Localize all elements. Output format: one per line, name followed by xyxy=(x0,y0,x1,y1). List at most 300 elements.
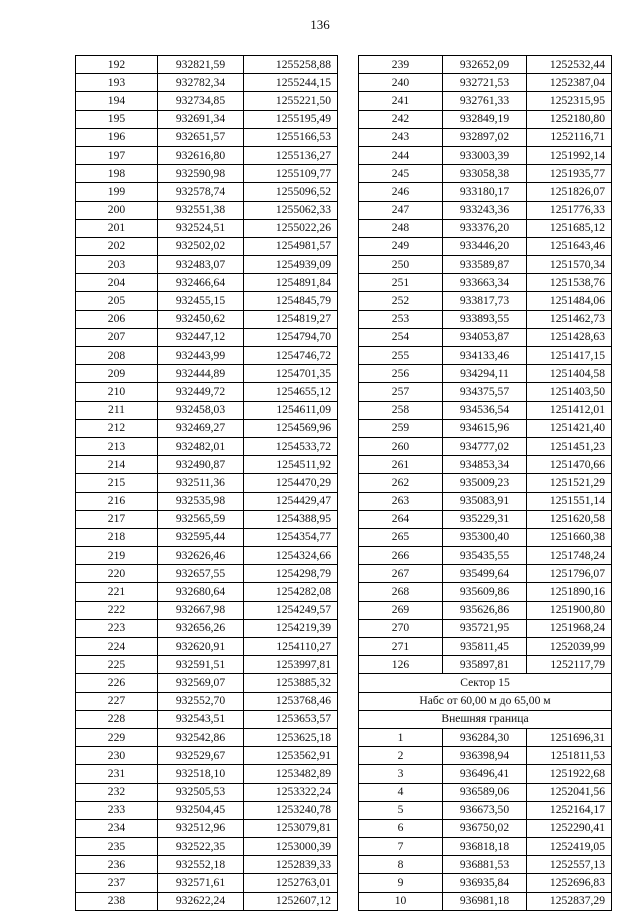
y-coordinate: 1254891,84 xyxy=(244,274,338,292)
point-number: 216 xyxy=(76,492,158,510)
x-coordinate: 936284,30 xyxy=(443,728,527,746)
y-coordinate: 1255244,15 xyxy=(244,74,338,92)
x-coordinate: 932502,02 xyxy=(158,237,244,255)
x-coordinate: 932490,87 xyxy=(158,456,244,474)
x-coordinate: 932551,38 xyxy=(158,201,244,219)
table-row xyxy=(359,401,612,419)
table-row xyxy=(359,274,612,292)
point-number: 220 xyxy=(76,565,158,583)
x-coordinate: 932761,33 xyxy=(443,92,527,110)
y-coordinate: 1251451,23 xyxy=(527,437,612,455)
x-coordinate: 932504,45 xyxy=(158,801,244,819)
x-coordinate: 932512,96 xyxy=(158,819,244,837)
y-coordinate: 1253625,18 xyxy=(244,728,338,746)
x-coordinate: 932447,12 xyxy=(158,328,244,346)
y-coordinate: 1252763,01 xyxy=(244,874,338,892)
table-row xyxy=(76,74,338,92)
point-number: 210 xyxy=(76,383,158,401)
y-coordinate: 1251538,76 xyxy=(527,274,612,292)
table-row xyxy=(359,219,612,237)
table-row xyxy=(76,638,338,656)
point-number: 267 xyxy=(359,565,443,583)
table-row xyxy=(76,146,338,164)
y-coordinate: 1252607,12 xyxy=(244,892,338,910)
x-coordinate: 932449,72 xyxy=(158,383,244,401)
coordinates-table-right xyxy=(358,55,612,911)
x-coordinate: 934053,87 xyxy=(443,328,527,346)
y-coordinate: 1251470,66 xyxy=(527,456,612,474)
y-coordinate: 1251935,77 xyxy=(527,165,612,183)
sector-height-range: Набс от 60,00 м до 65,00 м xyxy=(359,692,612,710)
x-coordinate: 936750,02 xyxy=(443,819,527,837)
y-coordinate: 1252180,80 xyxy=(527,110,612,128)
point-number: 250 xyxy=(359,256,443,274)
x-coordinate: 935897,81 xyxy=(443,656,527,674)
table-row xyxy=(359,801,612,819)
y-coordinate: 1255022,26 xyxy=(244,219,338,237)
x-coordinate: 933376,20 xyxy=(443,219,527,237)
point-number: 229 xyxy=(76,728,158,746)
point-number: 211 xyxy=(76,401,158,419)
table-row xyxy=(76,274,338,292)
point-number: 251 xyxy=(359,274,443,292)
table-row xyxy=(76,456,338,474)
table-row xyxy=(359,146,612,164)
y-coordinate: 1251551,14 xyxy=(527,492,612,510)
point-number: 232 xyxy=(76,783,158,801)
table-row xyxy=(359,601,612,619)
table-row xyxy=(76,365,338,383)
x-coordinate: 932626,46 xyxy=(158,547,244,565)
table-row xyxy=(359,547,612,565)
sector-title-row xyxy=(359,674,612,692)
y-coordinate: 1255221,50 xyxy=(244,92,338,110)
point-number: 258 xyxy=(359,401,443,419)
point-number: 193 xyxy=(76,74,158,92)
table-row xyxy=(359,474,612,492)
y-coordinate: 1252041,56 xyxy=(527,783,612,801)
x-coordinate: 932524,51 xyxy=(158,219,244,237)
point-number: 205 xyxy=(76,292,158,310)
point-number: 237 xyxy=(76,874,158,892)
point-number: 228 xyxy=(76,710,158,728)
point-number: 9 xyxy=(359,874,443,892)
point-number: 239 xyxy=(359,56,443,74)
y-coordinate: 1254819,27 xyxy=(244,310,338,328)
point-number: 225 xyxy=(76,656,158,674)
x-coordinate: 934375,57 xyxy=(443,383,527,401)
table-row xyxy=(76,310,338,328)
y-coordinate: 1251417,15 xyxy=(527,347,612,365)
table-row xyxy=(76,856,338,874)
y-coordinate: 1254470,29 xyxy=(244,474,338,492)
x-coordinate: 936398,94 xyxy=(443,747,527,765)
x-coordinate: 934853,34 xyxy=(443,456,527,474)
y-coordinate: 1252117,79 xyxy=(527,656,612,674)
table-row xyxy=(76,347,338,365)
x-coordinate: 932458,03 xyxy=(158,401,244,419)
x-coordinate: 936589,06 xyxy=(443,783,527,801)
y-coordinate: 1252387,04 xyxy=(527,74,612,92)
y-coordinate: 1251968,24 xyxy=(527,619,612,637)
table-row xyxy=(359,310,612,328)
x-coordinate: 933243,36 xyxy=(443,201,527,219)
table-row xyxy=(359,365,612,383)
x-coordinate: 933003,39 xyxy=(443,146,527,164)
point-number: 255 xyxy=(359,347,443,365)
table-row xyxy=(76,656,338,674)
x-coordinate: 936935,84 xyxy=(443,874,527,892)
point-number: 222 xyxy=(76,601,158,619)
sector-title: Сектор 15 xyxy=(359,674,612,692)
point-number: 208 xyxy=(76,347,158,365)
table-row xyxy=(76,510,338,528)
y-coordinate: 1252039,99 xyxy=(527,638,612,656)
point-number: 223 xyxy=(76,619,158,637)
table-row xyxy=(76,383,338,401)
y-coordinate: 1253322,24 xyxy=(244,783,338,801)
x-coordinate: 934536,54 xyxy=(443,401,527,419)
x-coordinate: 935811,45 xyxy=(443,638,527,656)
point-number: 236 xyxy=(76,856,158,874)
point-number: 204 xyxy=(76,274,158,292)
table-row xyxy=(76,692,338,710)
table-row xyxy=(359,656,612,674)
y-coordinate: 1251428,63 xyxy=(527,328,612,346)
point-number: 233 xyxy=(76,801,158,819)
x-coordinate: 932620,91 xyxy=(158,638,244,656)
x-coordinate: 933058,38 xyxy=(443,165,527,183)
table-row xyxy=(359,74,612,92)
table-row xyxy=(359,528,612,546)
x-coordinate: 933817,73 xyxy=(443,292,527,310)
y-coordinate: 1254324,66 xyxy=(244,547,338,565)
table-row xyxy=(359,437,612,455)
table-row xyxy=(359,419,612,437)
y-coordinate: 1253482,89 xyxy=(244,765,338,783)
y-coordinate: 1253997,81 xyxy=(244,656,338,674)
point-number: 212 xyxy=(76,419,158,437)
y-coordinate: 1255258,88 xyxy=(244,56,338,74)
y-coordinate: 1251796,07 xyxy=(527,565,612,583)
table-row xyxy=(76,565,338,583)
point-number: 4 xyxy=(359,783,443,801)
point-number: 195 xyxy=(76,110,158,128)
table-row xyxy=(76,710,338,728)
x-coordinate: 932482,01 xyxy=(158,437,244,455)
table-row xyxy=(359,56,612,74)
x-coordinate: 932657,55 xyxy=(158,565,244,583)
table-row xyxy=(359,383,612,401)
point-number: 238 xyxy=(76,892,158,910)
y-coordinate: 1254282,08 xyxy=(244,583,338,601)
y-coordinate: 1251685,12 xyxy=(527,219,612,237)
y-coordinate: 1251922,68 xyxy=(527,765,612,783)
point-number: 270 xyxy=(359,619,443,637)
point-number: 194 xyxy=(76,92,158,110)
x-coordinate: 933589,87 xyxy=(443,256,527,274)
y-coordinate: 1252839,33 xyxy=(244,856,338,874)
table-row xyxy=(359,892,612,910)
y-coordinate: 1251421,40 xyxy=(527,419,612,437)
x-coordinate: 932622,24 xyxy=(158,892,244,910)
y-coordinate: 1254981,57 xyxy=(244,237,338,255)
table-row xyxy=(76,492,338,510)
point-number: 200 xyxy=(76,201,158,219)
point-number: 203 xyxy=(76,256,158,274)
table-row xyxy=(76,619,338,637)
x-coordinate: 935083,91 xyxy=(443,492,527,510)
point-number: 3 xyxy=(359,765,443,783)
point-number: 197 xyxy=(76,146,158,164)
x-coordinate: 936881,53 xyxy=(443,856,527,874)
x-coordinate: 932529,67 xyxy=(158,747,244,765)
x-coordinate: 932734,85 xyxy=(158,92,244,110)
y-coordinate: 1252557,13 xyxy=(527,856,612,874)
table-row xyxy=(76,292,338,310)
y-coordinate: 1254655,12 xyxy=(244,383,338,401)
page-number: 136 xyxy=(310,17,330,32)
point-number: 202 xyxy=(76,237,158,255)
y-coordinate: 1254939,09 xyxy=(244,256,338,274)
y-coordinate: 1251811,53 xyxy=(527,747,612,765)
table-row xyxy=(359,292,612,310)
point-number: 196 xyxy=(76,128,158,146)
table-row xyxy=(359,838,612,856)
table-row xyxy=(359,492,612,510)
point-number: 254 xyxy=(359,328,443,346)
table-row xyxy=(76,237,338,255)
x-coordinate: 932652,09 xyxy=(443,56,527,74)
x-coordinate: 932680,64 xyxy=(158,583,244,601)
table-row xyxy=(76,838,338,856)
point-number: 240 xyxy=(359,74,443,92)
x-coordinate: 932721,53 xyxy=(443,74,527,92)
y-coordinate: 1252837,29 xyxy=(527,892,612,910)
x-coordinate: 932565,59 xyxy=(158,510,244,528)
y-coordinate: 1253653,57 xyxy=(244,710,338,728)
point-number: 215 xyxy=(76,474,158,492)
point-number: 249 xyxy=(359,237,443,255)
y-coordinate: 1251826,07 xyxy=(527,183,612,201)
table-row xyxy=(359,237,612,255)
x-coordinate: 932455,15 xyxy=(158,292,244,310)
y-coordinate: 1254298,79 xyxy=(244,565,338,583)
table-row xyxy=(76,474,338,492)
x-coordinate: 932897,02 xyxy=(443,128,527,146)
x-coordinate: 936673,50 xyxy=(443,801,527,819)
point-number: 260 xyxy=(359,437,443,455)
y-coordinate: 1254219,39 xyxy=(244,619,338,637)
table-row xyxy=(76,328,338,346)
table-row xyxy=(76,56,338,74)
point-number: 247 xyxy=(359,201,443,219)
y-coordinate: 1253000,39 xyxy=(244,838,338,856)
table-row xyxy=(359,819,612,837)
x-coordinate: 935626,86 xyxy=(443,601,527,619)
x-coordinate: 934294,11 xyxy=(443,365,527,383)
point-number: 269 xyxy=(359,601,443,619)
y-coordinate: 1254511,92 xyxy=(244,456,338,474)
table-row xyxy=(359,110,612,128)
y-coordinate: 1252290,41 xyxy=(527,819,612,837)
x-coordinate: 935009,23 xyxy=(443,474,527,492)
table-row xyxy=(359,128,612,146)
table-row xyxy=(359,256,612,274)
table-row xyxy=(359,510,612,528)
point-number: 264 xyxy=(359,510,443,528)
table-row xyxy=(359,201,612,219)
x-coordinate: 936818,18 xyxy=(443,838,527,856)
y-coordinate: 1251748,24 xyxy=(527,547,612,565)
coordinates-table-left xyxy=(75,55,338,911)
table-row xyxy=(76,547,338,565)
point-number: 10 xyxy=(359,892,443,910)
point-number: 259 xyxy=(359,419,443,437)
table-row xyxy=(76,728,338,746)
table-row xyxy=(359,765,612,783)
x-coordinate: 932505,53 xyxy=(158,783,244,801)
x-coordinate: 932616,80 xyxy=(158,146,244,164)
y-coordinate: 1254746,72 xyxy=(244,347,338,365)
y-coordinate: 1254611,09 xyxy=(244,401,338,419)
table-row xyxy=(76,601,338,619)
table-row xyxy=(76,801,338,819)
table-row xyxy=(76,765,338,783)
point-number: 221 xyxy=(76,583,158,601)
x-coordinate: 934777,02 xyxy=(443,437,527,455)
x-coordinate: 932571,61 xyxy=(158,874,244,892)
table-row xyxy=(76,201,338,219)
table-row xyxy=(76,874,338,892)
x-coordinate: 932591,51 xyxy=(158,656,244,674)
y-coordinate: 1252315,95 xyxy=(527,92,612,110)
y-coordinate: 1252532,44 xyxy=(527,56,612,74)
y-coordinate: 1252696,83 xyxy=(527,874,612,892)
y-coordinate: 1253768,46 xyxy=(244,692,338,710)
x-coordinate: 932651,57 xyxy=(158,128,244,146)
point-number: 253 xyxy=(359,310,443,328)
point-number: 230 xyxy=(76,747,158,765)
y-coordinate: 1251570,34 xyxy=(527,256,612,274)
y-coordinate: 1251412,01 xyxy=(527,401,612,419)
x-coordinate: 933180,17 xyxy=(443,183,527,201)
y-coordinate: 1254845,79 xyxy=(244,292,338,310)
y-coordinate: 1251521,29 xyxy=(527,474,612,492)
point-number: 8 xyxy=(359,856,443,874)
table-row xyxy=(76,437,338,455)
y-coordinate: 1255136,27 xyxy=(244,146,338,164)
point-number: 226 xyxy=(76,674,158,692)
x-coordinate: 932483,07 xyxy=(158,256,244,274)
point-number: 192 xyxy=(76,56,158,74)
table-row xyxy=(76,674,338,692)
point-number: 214 xyxy=(76,456,158,474)
y-coordinate: 1255109,77 xyxy=(244,165,338,183)
table-row xyxy=(359,347,612,365)
x-coordinate: 932578,74 xyxy=(158,183,244,201)
point-number: 235 xyxy=(76,838,158,856)
table-row xyxy=(76,256,338,274)
x-coordinate: 932667,98 xyxy=(158,601,244,619)
table-row xyxy=(76,583,338,601)
y-coordinate: 1254569,96 xyxy=(244,419,338,437)
point-number: 266 xyxy=(359,547,443,565)
point-number: 126 xyxy=(359,656,443,674)
table-row xyxy=(76,819,338,837)
x-coordinate: 935300,40 xyxy=(443,528,527,546)
y-coordinate: 1251900,80 xyxy=(527,601,612,619)
y-coordinate: 1251776,33 xyxy=(527,201,612,219)
point-number: 245 xyxy=(359,165,443,183)
y-coordinate: 1254533,72 xyxy=(244,437,338,455)
table-row xyxy=(359,92,612,110)
table-row xyxy=(76,128,338,146)
table-row xyxy=(76,747,338,765)
x-coordinate: 934133,46 xyxy=(443,347,527,365)
x-coordinate: 932535,98 xyxy=(158,492,244,510)
y-coordinate: 1252116,71 xyxy=(527,128,612,146)
x-coordinate: 932569,07 xyxy=(158,674,244,692)
point-number: 271 xyxy=(359,638,443,656)
point-number: 234 xyxy=(76,819,158,837)
x-coordinate: 932522,35 xyxy=(158,838,244,856)
x-coordinate: 932849,19 xyxy=(443,110,527,128)
x-coordinate: 932552,18 xyxy=(158,856,244,874)
point-number: 209 xyxy=(76,365,158,383)
table-row xyxy=(359,783,612,801)
point-number: 224 xyxy=(76,638,158,656)
point-number: 5 xyxy=(359,801,443,819)
x-coordinate: 932782,34 xyxy=(158,74,244,92)
table-row xyxy=(76,183,338,201)
point-number: 246 xyxy=(359,183,443,201)
y-coordinate: 1251403,50 xyxy=(527,383,612,401)
sector-boundary-row xyxy=(359,710,612,728)
x-coordinate: 932590,98 xyxy=(158,165,244,183)
table-row xyxy=(359,328,612,346)
x-coordinate: 932691,34 xyxy=(158,110,244,128)
x-coordinate: 934615,96 xyxy=(443,419,527,437)
x-coordinate: 936496,41 xyxy=(443,765,527,783)
y-coordinate: 1254110,27 xyxy=(244,638,338,656)
table-row xyxy=(76,419,338,437)
table-row xyxy=(359,583,612,601)
y-coordinate: 1253562,91 xyxy=(244,747,338,765)
y-coordinate: 1251660,38 xyxy=(527,528,612,546)
point-number: 262 xyxy=(359,474,443,492)
x-coordinate: 932444,89 xyxy=(158,365,244,383)
table-row xyxy=(76,219,338,237)
y-coordinate: 1254429,47 xyxy=(244,492,338,510)
y-coordinate: 1252164,17 xyxy=(527,801,612,819)
point-number: 231 xyxy=(76,765,158,783)
x-coordinate: 933663,34 xyxy=(443,274,527,292)
point-number: 268 xyxy=(359,583,443,601)
x-coordinate: 935435,55 xyxy=(443,547,527,565)
point-number: 198 xyxy=(76,165,158,183)
point-number: 2 xyxy=(359,747,443,765)
x-coordinate: 935721,95 xyxy=(443,619,527,637)
point-number: 265 xyxy=(359,528,443,546)
table-row xyxy=(359,456,612,474)
table-row xyxy=(76,165,338,183)
y-coordinate: 1253240,78 xyxy=(244,801,338,819)
point-number: 243 xyxy=(359,128,443,146)
y-coordinate: 1254701,35 xyxy=(244,365,338,383)
point-number: 227 xyxy=(76,692,158,710)
point-number: 256 xyxy=(359,365,443,383)
